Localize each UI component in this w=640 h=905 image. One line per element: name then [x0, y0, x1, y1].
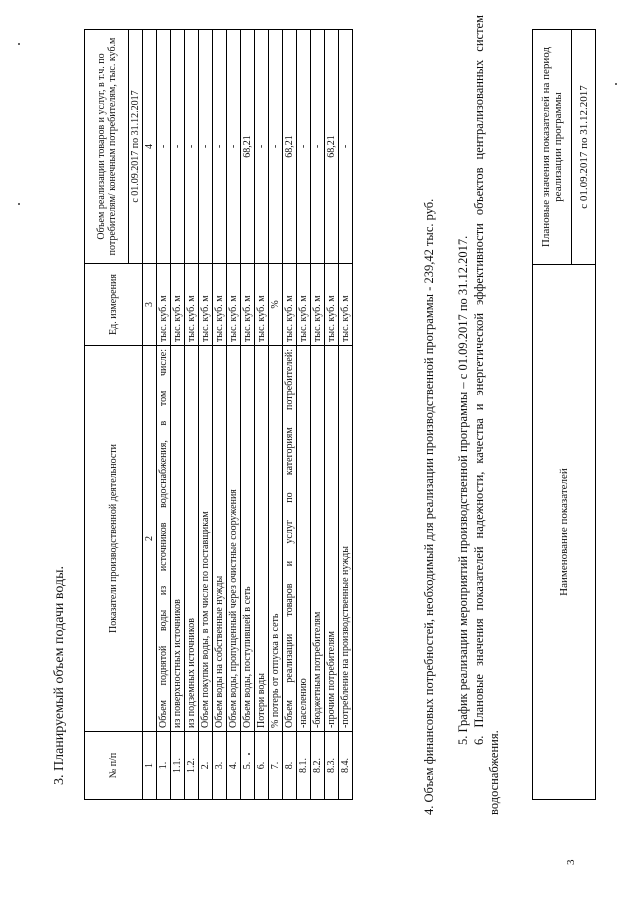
row-unit: тыс. куб. м	[185, 264, 199, 346]
row-name: -потребление на производственные нужды	[339, 346, 353, 732]
row-value: -	[157, 30, 171, 264]
table-row	[171, 30, 185, 800]
row-value: -	[213, 30, 227, 264]
table-row	[269, 30, 283, 800]
header-volume: Объем реализации товаров и услуг, в т.ч. по потребителям/ конечным потребителям, тыс. куб.м	[85, 30, 129, 264]
row-num: 5.	[241, 732, 255, 800]
section-3-title: 3. Планируемый объем подачи воды.	[52, 565, 67, 785]
row-value: -	[185, 30, 199, 264]
row-num: 4.	[227, 732, 241, 800]
col-number: 2	[143, 346, 157, 732]
row-num: 8.2.	[311, 732, 325, 800]
table-row	[297, 30, 311, 800]
table-row	[185, 30, 199, 800]
row-name: Объем воды на собственные нужды	[213, 346, 227, 732]
paragraph-5-schedule: 5. График реализации мероприятий производственной программы – с 01.09.2017 по 31.12.2017.	[456, 235, 470, 745]
table-row	[283, 30, 297, 800]
paragraph-4-financial-needs: 4. Объем финансовых потребностей, необходимый для реализации производственной программы - 239,42 тыс. руб.	[422, 198, 436, 815]
table-row	[311, 30, 325, 800]
row-unit: тыс. куб. м	[297, 264, 311, 346]
indicators-table	[532, 29, 596, 800]
row-value: -	[171, 30, 185, 264]
row-unit: тыс. куб. м	[213, 264, 227, 346]
row-value: -	[255, 30, 269, 264]
row-num: 8.4.	[339, 732, 353, 800]
col-number: 3	[143, 264, 157, 346]
row-value: -	[311, 30, 325, 264]
row-name: Объем реализации товаров и услуг по категориям потребителей:	[283, 346, 297, 732]
row-value: -	[297, 30, 311, 264]
row-num: 3.	[213, 732, 227, 800]
row-unit: тыс. куб. м	[325, 264, 339, 346]
scan-speck	[18, 43, 20, 45]
row-unit: тыс. куб. м	[171, 264, 185, 346]
table-header-row	[85, 30, 129, 800]
table-row	[339, 30, 353, 800]
scan-speck	[248, 753, 250, 755]
scan-speck	[18, 203, 20, 205]
col-number: 1	[143, 732, 157, 800]
row-num: 1.1.	[171, 732, 185, 800]
row-name: Объем поднятой воды из источников водоснабжения, в том числе:	[157, 346, 171, 732]
row-unit: тыс. куб. м	[157, 264, 171, 346]
row-value: 68,21	[283, 30, 297, 264]
indicators-name-header: Наименование показателей	[533, 265, 596, 800]
row-unit: тыс. куб. м	[339, 264, 353, 346]
header-unit: Ед. измерения	[85, 264, 143, 346]
row-name: из подземных источников	[185, 346, 199, 732]
row-name: Объем воды, поступившей в сеть	[241, 346, 255, 732]
row-value: -	[227, 30, 241, 264]
row-name: Объем воды, пропущенный через очистные сооружения	[227, 346, 241, 732]
row-value: -	[199, 30, 213, 264]
row-num: 6.	[255, 732, 269, 800]
row-unit: тыс. куб. м	[311, 264, 325, 346]
table-row	[213, 30, 227, 800]
table-row	[325, 30, 339, 800]
row-unit: тыс. куб. м	[227, 264, 241, 346]
scan-speck	[615, 83, 617, 85]
table-row	[199, 30, 213, 800]
table-row	[227, 30, 241, 800]
indicators-plan-header: Плановые значения показателей на период реализации программы	[533, 30, 572, 265]
row-num: 7.	[269, 732, 283, 800]
row-value: -	[269, 30, 283, 264]
row-num: 1.2.	[185, 732, 199, 800]
water-supply-table	[84, 29, 353, 800]
table-row	[157, 30, 171, 800]
row-name: % потерь от отпуска в сеть	[269, 346, 283, 732]
row-num: 8.1.	[297, 732, 311, 800]
paragraph-6-indicators: 6. Плановые значения показателей надежности, качества и энергетической эффективности объектов централизованных систем водоснабжения.	[472, 15, 501, 815]
row-name: -населению	[297, 346, 311, 732]
row-value: 68,21	[241, 30, 255, 264]
row-name: из поверхностных источников	[171, 346, 185, 732]
header-period: с 01.09.2017 по 31.12.2017	[129, 30, 143, 264]
header-indicator: Показатели производственной деятельности	[85, 346, 143, 732]
col-number: 4	[143, 30, 157, 264]
indicators-period: с 01.09.2017 по 31.12.2017	[572, 30, 596, 265]
row-value: -	[339, 30, 353, 264]
row-name: Объем покупки воды, в том числе по поставщикам	[199, 346, 213, 732]
table-row	[255, 30, 269, 800]
page-number: 3	[565, 859, 577, 865]
row-unit: тыс. куб. м	[255, 264, 269, 346]
row-unit: тыс. куб. м	[199, 264, 213, 346]
row-name: Потери воды	[255, 346, 269, 732]
row-num: 8.	[283, 732, 297, 800]
row-num: 2.	[199, 732, 213, 800]
row-unit: %	[269, 264, 283, 346]
row-value: 68,21	[325, 30, 339, 264]
row-unit: тыс. куб. м	[241, 264, 255, 346]
row-name: -прочим потребителям	[325, 346, 339, 732]
row-num: 1.	[157, 732, 171, 800]
row-name: -бюджетным потребителям	[311, 346, 325, 732]
row-unit: тыс. куб. м	[283, 264, 297, 346]
row-num: 8.3.	[325, 732, 339, 800]
table-row	[241, 30, 255, 800]
column-numbers-row	[143, 30, 157, 800]
header-num: № п/п	[85, 732, 143, 800]
indicators-header-row	[533, 30, 572, 800]
